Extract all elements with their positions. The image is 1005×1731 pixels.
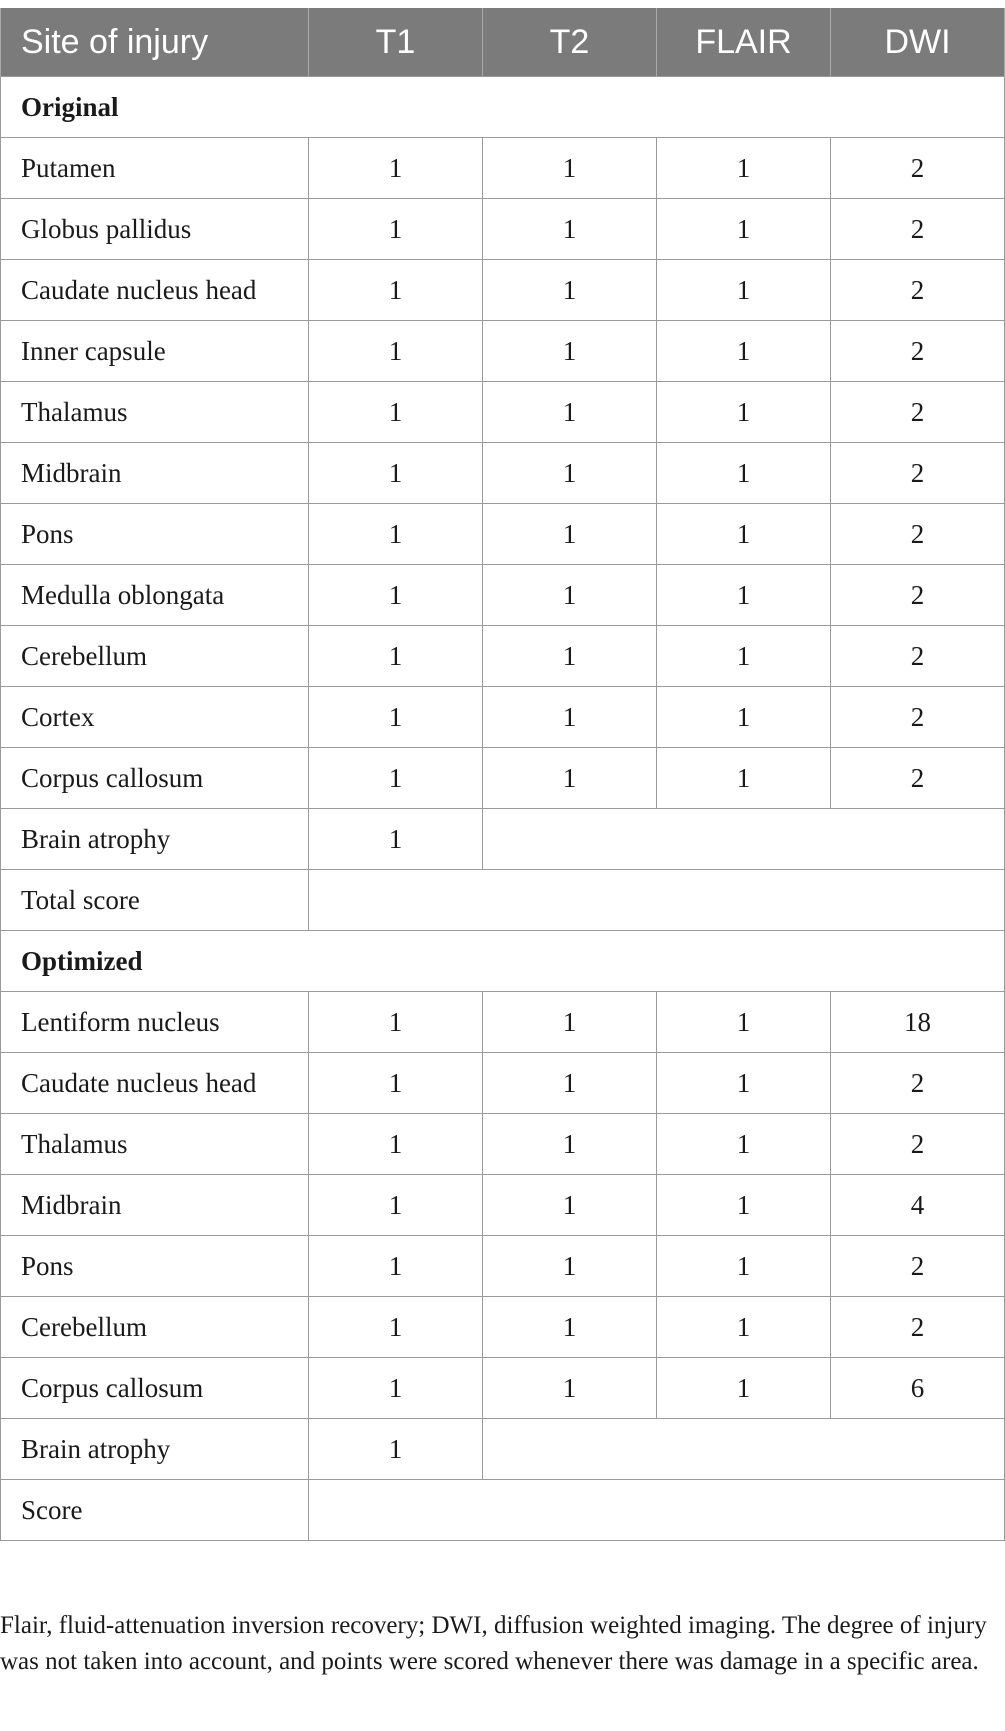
table-row bbox=[1, 687, 1005, 748]
site-cell: Midbrain bbox=[1, 1175, 309, 1236]
score-label-cell: Total score bbox=[1, 870, 309, 931]
site-cell: Pons bbox=[1, 1236, 309, 1297]
mri-scoring-table bbox=[0, 8, 1005, 1541]
table-row bbox=[1, 260, 1005, 321]
t2-cell: 1 bbox=[483, 748, 657, 809]
site-cell: Caudate nucleus head bbox=[1, 260, 309, 321]
flair-cell: 1 bbox=[657, 443, 831, 504]
dwi-cell: 2 bbox=[831, 1297, 1005, 1358]
t1-cell: 1 bbox=[309, 1175, 483, 1236]
t1-cell: 1 bbox=[309, 1297, 483, 1358]
header-t2: T2 bbox=[483, 8, 657, 77]
t2-cell: 1 bbox=[483, 1236, 657, 1297]
section-header-row bbox=[1, 77, 1005, 138]
site-cell: Cortex bbox=[1, 687, 309, 748]
site-cell: Corpus callosum bbox=[1, 748, 309, 809]
t2-cell: 1 bbox=[483, 1114, 657, 1175]
site-cell: Corpus callosum bbox=[1, 1358, 309, 1419]
flair-cell: 1 bbox=[657, 992, 831, 1053]
table-row bbox=[1, 1236, 1005, 1297]
empty-cell bbox=[483, 809, 1005, 870]
t2-cell: 1 bbox=[483, 1053, 657, 1114]
table-row bbox=[1, 1297, 1005, 1358]
t1-cell: 1 bbox=[309, 1358, 483, 1419]
scoring-table-container bbox=[0, 8, 1004, 1541]
dwi-cell: 2 bbox=[831, 687, 1005, 748]
table-row bbox=[1, 1114, 1005, 1175]
dwi-cell: 18 bbox=[831, 992, 1005, 1053]
table-row bbox=[1, 1358, 1005, 1419]
t1-cell: 1 bbox=[309, 382, 483, 443]
dwi-cell: 2 bbox=[831, 443, 1005, 504]
t1-cell: 1 bbox=[309, 138, 483, 199]
brain-atrophy-row bbox=[1, 809, 1005, 870]
dwi-cell: 2 bbox=[831, 321, 1005, 382]
t2-cell: 1 bbox=[483, 443, 657, 504]
site-cell: Caudate nucleus head bbox=[1, 1053, 309, 1114]
site-cell: Lentiform nucleus bbox=[1, 992, 309, 1053]
flair-cell: 1 bbox=[657, 1053, 831, 1114]
table-row bbox=[1, 1053, 1005, 1114]
t1-cell: 1 bbox=[309, 992, 483, 1053]
t1-cell: 1 bbox=[309, 809, 483, 870]
dwi-cell: 2 bbox=[831, 565, 1005, 626]
t1-cell: 1 bbox=[309, 748, 483, 809]
t1-cell: 1 bbox=[309, 1114, 483, 1175]
site-cell: Globus pallidus bbox=[1, 199, 309, 260]
header-t1: T1 bbox=[309, 8, 483, 77]
t2-cell: 1 bbox=[483, 382, 657, 443]
t2-cell: 1 bbox=[483, 504, 657, 565]
score-row bbox=[1, 870, 1005, 931]
dwi-cell: 2 bbox=[831, 1114, 1005, 1175]
table-row bbox=[1, 199, 1005, 260]
dwi-cell: 2 bbox=[831, 1236, 1005, 1297]
dwi-cell: 2 bbox=[831, 199, 1005, 260]
table-row bbox=[1, 443, 1005, 504]
t1-cell: 1 bbox=[309, 260, 483, 321]
flair-cell: 1 bbox=[657, 382, 831, 443]
section-header-row bbox=[1, 931, 1005, 992]
flair-cell: 1 bbox=[657, 1114, 831, 1175]
dwi-cell: 2 bbox=[831, 138, 1005, 199]
brain-atrophy-row bbox=[1, 1419, 1005, 1480]
flair-cell: 1 bbox=[657, 199, 831, 260]
t2-cell: 1 bbox=[483, 1358, 657, 1419]
dwi-cell: 2 bbox=[831, 626, 1005, 687]
site-cell: Putamen bbox=[1, 138, 309, 199]
flair-cell: 1 bbox=[657, 565, 831, 626]
site-cell: Inner capsule bbox=[1, 321, 309, 382]
flair-cell: 1 bbox=[657, 748, 831, 809]
header-flair: FLAIR bbox=[657, 8, 831, 77]
flair-cell: 1 bbox=[657, 504, 831, 565]
empty-cell bbox=[309, 1480, 1005, 1541]
site-cell: Cerebellum bbox=[1, 626, 309, 687]
table-row bbox=[1, 992, 1005, 1053]
site-cell: Brain atrophy bbox=[1, 1419, 309, 1480]
section-title: Optimized bbox=[1, 931, 1005, 992]
flair-cell: 1 bbox=[657, 138, 831, 199]
table-row bbox=[1, 504, 1005, 565]
t1-cell: 1 bbox=[309, 626, 483, 687]
t1-cell: 1 bbox=[309, 565, 483, 626]
flair-cell: 1 bbox=[657, 687, 831, 748]
score-label-cell: Score bbox=[1, 1480, 309, 1541]
flair-cell: 1 bbox=[657, 260, 831, 321]
table-row bbox=[1, 748, 1005, 809]
t2-cell: 1 bbox=[483, 1175, 657, 1236]
t1-cell: 1 bbox=[309, 687, 483, 748]
t2-cell: 1 bbox=[483, 992, 657, 1053]
flair-cell: 1 bbox=[657, 1175, 831, 1236]
table-row bbox=[1, 321, 1005, 382]
score-row bbox=[1, 1480, 1005, 1541]
flair-cell: 1 bbox=[657, 1358, 831, 1419]
flair-cell: 1 bbox=[657, 321, 831, 382]
site-cell: Thalamus bbox=[1, 382, 309, 443]
dwi-cell: 2 bbox=[831, 1053, 1005, 1114]
t1-cell: 1 bbox=[309, 199, 483, 260]
table-row bbox=[1, 626, 1005, 687]
t1-cell: 1 bbox=[309, 1419, 483, 1480]
t2-cell: 1 bbox=[483, 138, 657, 199]
t1-cell: 1 bbox=[309, 321, 483, 382]
dwi-cell: 2 bbox=[831, 504, 1005, 565]
empty-cell bbox=[483, 1419, 1005, 1480]
t2-cell: 1 bbox=[483, 626, 657, 687]
header-dwi: DWI bbox=[831, 8, 1005, 77]
section-title: Original bbox=[1, 77, 1005, 138]
dwi-cell: 2 bbox=[831, 260, 1005, 321]
t2-cell: 1 bbox=[483, 687, 657, 748]
site-cell: Brain atrophy bbox=[1, 809, 309, 870]
site-cell: Midbrain bbox=[1, 443, 309, 504]
table-body bbox=[1, 77, 1005, 1541]
empty-cell bbox=[309, 870, 1005, 931]
table-row bbox=[1, 138, 1005, 199]
flair-cell: 1 bbox=[657, 1297, 831, 1358]
t1-cell: 1 bbox=[309, 1236, 483, 1297]
header-site-of-injury: Site of injury bbox=[1, 8, 309, 77]
flair-cell: 1 bbox=[657, 626, 831, 687]
flair-cell: 1 bbox=[657, 1236, 831, 1297]
t2-cell: 1 bbox=[483, 260, 657, 321]
dwi-cell: 2 bbox=[831, 748, 1005, 809]
dwi-cell: 2 bbox=[831, 382, 1005, 443]
t2-cell: 1 bbox=[483, 1297, 657, 1358]
t2-cell: 1 bbox=[483, 565, 657, 626]
t2-cell: 1 bbox=[483, 321, 657, 382]
table-row bbox=[1, 565, 1005, 626]
site-cell: Cerebellum bbox=[1, 1297, 309, 1358]
dwi-cell: 6 bbox=[831, 1358, 1005, 1419]
table-header-row bbox=[1, 8, 1005, 77]
t1-cell: 1 bbox=[309, 443, 483, 504]
site-cell: Pons bbox=[1, 504, 309, 565]
site-cell: Medulla oblongata bbox=[1, 565, 309, 626]
site-cell: Thalamus bbox=[1, 1114, 309, 1175]
t1-cell: 1 bbox=[309, 504, 483, 565]
t1-cell: 1 bbox=[309, 1053, 483, 1114]
table-footnote: Flair, fluid-attenuation inversion recovery; DWI, diffusion weighted imaging. The degree of injury was not taken into account, and points were scored whenever there was damage in a specific area. bbox=[0, 1612, 987, 1675]
dwi-cell: 4 bbox=[831, 1175, 1005, 1236]
table-row bbox=[1, 1175, 1005, 1236]
t2-cell: 1 bbox=[483, 199, 657, 260]
table-row bbox=[1, 382, 1005, 443]
